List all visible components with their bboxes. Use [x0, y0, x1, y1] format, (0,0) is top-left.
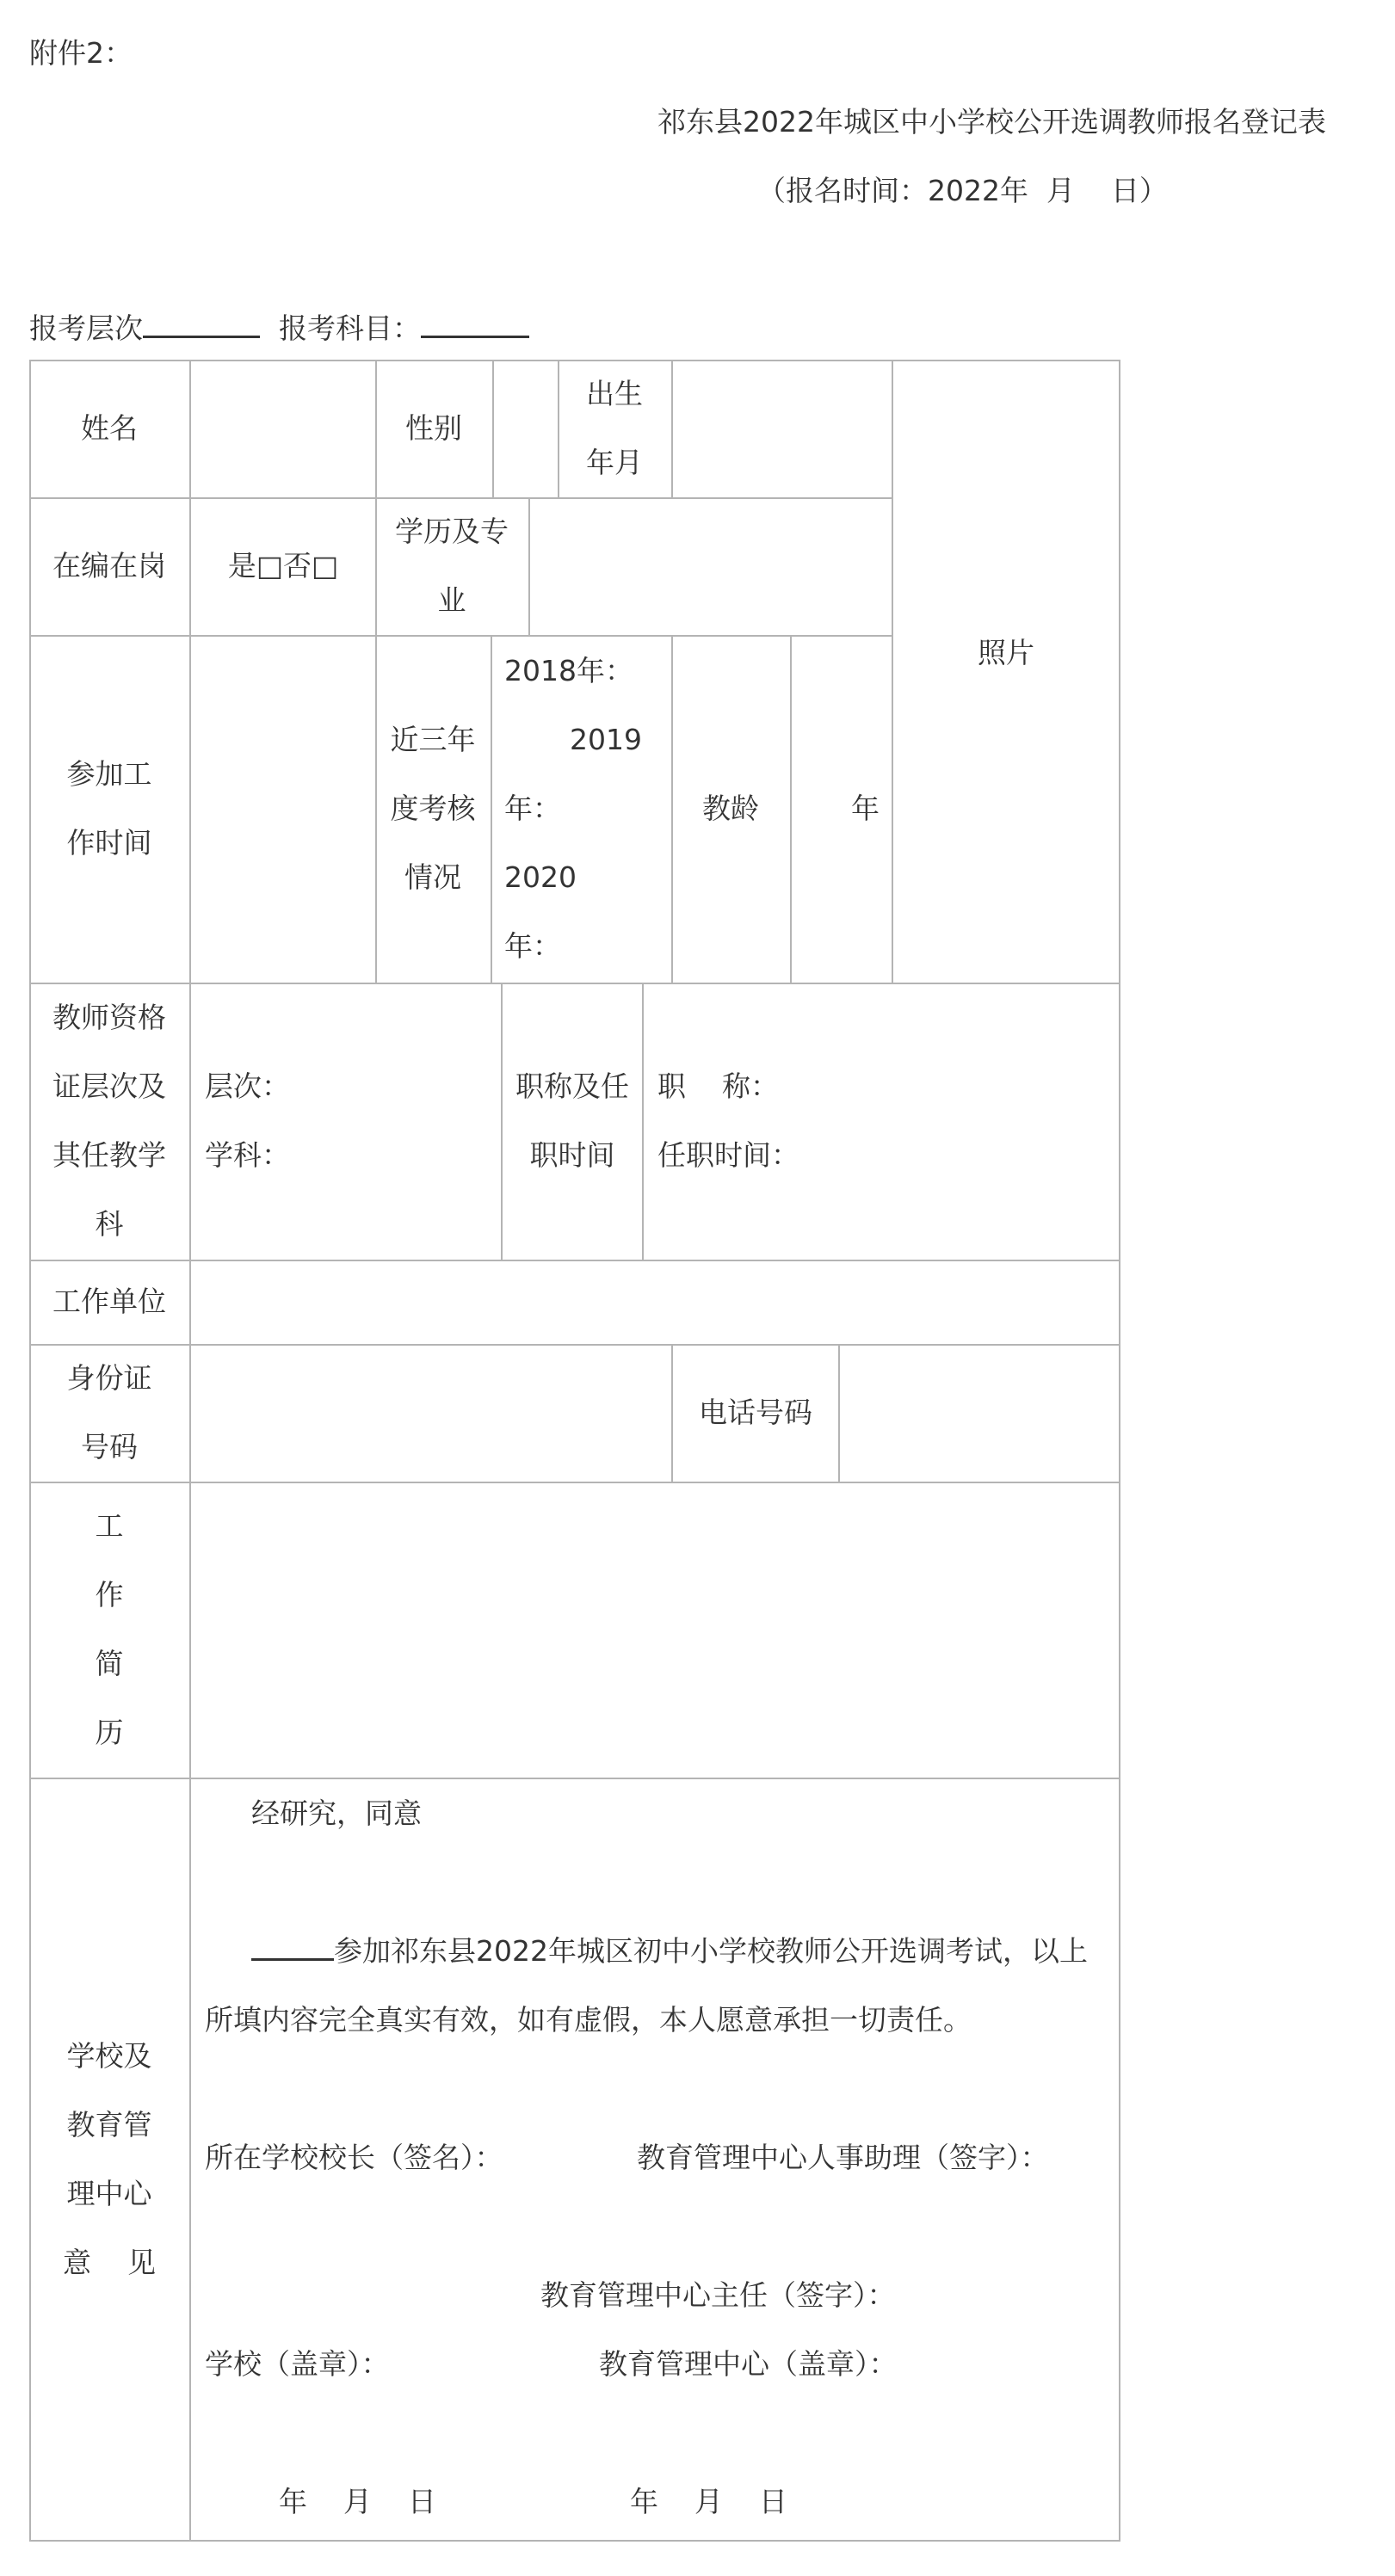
job-title: 职 称：	[657, 1069, 779, 1103]
birth-label	[558, 360, 671, 497]
work-start-label-line1: 参加工	[66, 757, 152, 791]
exam-subject-label: 报考科目：	[279, 311, 421, 345]
resume-field[interactable]	[191, 1482, 1119, 1778]
certificate-label-line3: 其任教学	[52, 1138, 166, 1172]
exam-subject-blank[interactable]	[421, 306, 529, 338]
assessment-label-line1: 近三年	[390, 723, 476, 756]
education-label	[375, 497, 528, 635]
photo-box[interactable]: 照片	[978, 636, 1034, 669]
title-field[interactable]	[644, 983, 1119, 1260]
in-post-choice[interactable]: 是□否□	[227, 549, 339, 582]
phone-field[interactable]	[840, 1344, 1119, 1482]
director-signature[interactable]: 教育管理中心主任（签字）：	[540, 2278, 896, 2312]
id-number-label-line2: 号码	[81, 1430, 138, 1464]
school-seal[interactable]: 学校（盖章）：	[205, 2347, 390, 2381]
teaching-years-label: 教龄	[702, 792, 759, 825]
teaching-years-field[interactable]: 年	[851, 792, 880, 825]
hr-assistant-signature[interactable]: 教育管理中心人事助理（签字）：	[637, 2141, 1049, 2174]
birth-field[interactable]	[673, 360, 892, 497]
opinion-label-line2: 教育管	[66, 2108, 152, 2142]
education-label-line2: 业	[437, 583, 466, 617]
center-date[interactable]: 年 月 日	[630, 2485, 787, 2518]
education-label-line1: 学历及专	[395, 515, 509, 548]
year-2019: 2019	[570, 723, 642, 756]
assessment-field[interactable]	[492, 635, 671, 983]
certificate-label-line2: 证层次及	[52, 1069, 166, 1103]
gender-label: 性别	[405, 411, 462, 445]
exam-level-blank[interactable]	[143, 306, 260, 338]
exam-level-line	[29, 306, 260, 347]
title-label-line2: 职时间	[529, 1138, 615, 1172]
assessment-label-line3: 情况	[404, 860, 461, 894]
candidate-name-blank[interactable]	[251, 1929, 334, 1961]
registration-date: （报名时间：2022年 月 日）	[757, 174, 1168, 207]
birth-label-line2: 年月	[586, 446, 643, 479]
assessment-label	[375, 635, 491, 983]
center-seal[interactable]: 教育管理中心（盖章）：	[599, 2347, 898, 2381]
registration-table	[29, 360, 1120, 2542]
statement-text	[205, 1917, 1100, 2055]
appointment-time: 任职时间：	[657, 1138, 799, 1172]
certificate-level: 层次：	[205, 1069, 290, 1103]
resume-label-char1: 工	[95, 1509, 124, 1543]
in-post-label: 在编在岗	[52, 549, 166, 582]
exam-subject-line	[279, 306, 529, 347]
certificate-label-line4: 科	[95, 1207, 124, 1241]
principal-signature[interactable]: 所在学校校长（签名）：	[205, 2141, 503, 2174]
resume-label-char3: 简	[95, 1647, 124, 1680]
certificate-label	[29, 983, 189, 1260]
work-start-label	[29, 635, 189, 983]
resume-label-char2: 作	[95, 1578, 124, 1612]
attachment-label: 附件2：	[29, 36, 133, 70]
education-field[interactable]	[530, 497, 892, 635]
statement-body: 参加祁东县2022年城区初中小学校教师公开选调考试，以上所填内容完全真实有效，如有虚假，本人愿意承担一切责任。	[205, 1934, 1088, 2037]
title-label	[503, 983, 642, 1260]
certificate-subject: 学科：	[205, 1138, 290, 1172]
id-number-label	[29, 1344, 189, 1482]
form-title: 祁东县2022年城区中小学校公开选调教师报名登记表	[657, 105, 1326, 139]
studied-text: 经研究，同意	[251, 1796, 422, 1830]
name-label: 姓名	[81, 411, 138, 445]
work-start-label-line2: 作时间	[66, 826, 152, 860]
opinion-label-line3: 理中心	[66, 2177, 152, 2210]
certificate-field[interactable]	[191, 983, 501, 1260]
year-2019-suffix: 年：	[504, 792, 561, 825]
work-unit-label: 工作单位	[52, 1285, 166, 1318]
gender-field[interactable]	[494, 360, 558, 497]
resume-label	[29, 1482, 189, 1778]
work-unit-field[interactable]	[191, 1260, 1119, 1344]
id-number-field[interactable]	[191, 1344, 671, 1482]
opinion-label-line4: 意 见	[63, 2246, 156, 2279]
assessment-label-line2: 度考核	[390, 792, 476, 825]
phone-label: 电话号码	[699, 1396, 812, 1429]
title-label-line1: 职称及任	[515, 1069, 629, 1103]
opinion-field	[191, 1779, 1119, 2540]
school-date[interactable]: 年 月 日	[279, 2485, 436, 2518]
opinion-label-line1: 学校及	[66, 2039, 152, 2073]
id-number-label-line1: 身份证	[66, 1361, 152, 1395]
birth-label-line1: 出生	[586, 377, 643, 410]
year-2020: 2020	[504, 860, 577, 894]
work-start-field[interactable]	[191, 635, 375, 983]
certificate-label-line1: 教师资格	[52, 1001, 166, 1034]
name-field[interactable]	[191, 360, 375, 497]
resume-label-char4: 历	[95, 1716, 124, 1749]
year-2018: 2018年：	[504, 654, 633, 687]
year-2020-suffix: 年：	[504, 929, 561, 963]
opinion-label	[29, 1778, 189, 2542]
exam-level-label: 报考层次	[29, 311, 143, 345]
